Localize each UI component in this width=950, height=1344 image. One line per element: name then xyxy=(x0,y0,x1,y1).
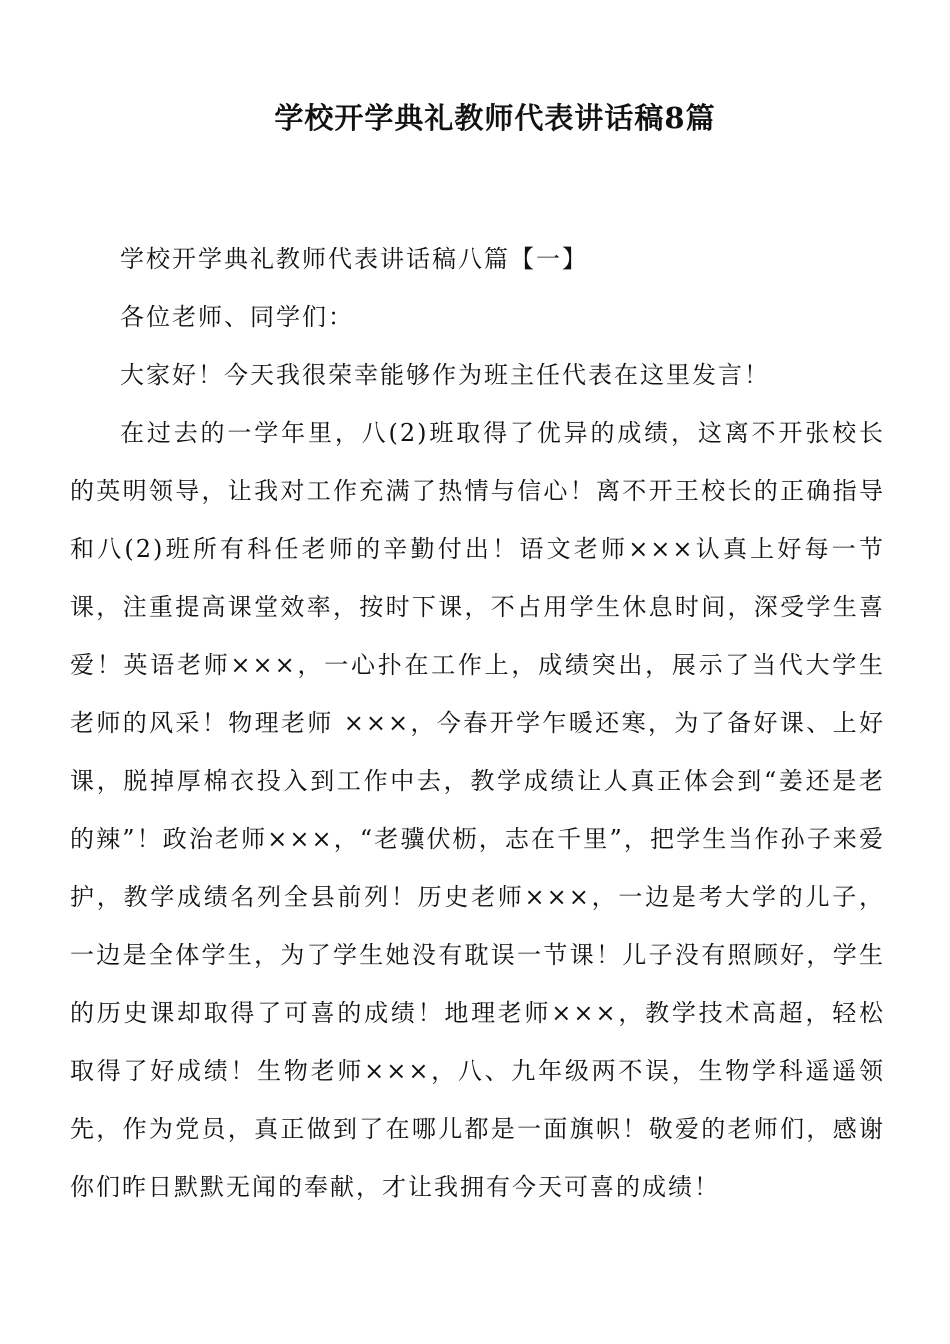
section-heading: 学校开学典礼教师代表讲话稿八篇【一】 xyxy=(120,245,588,273)
salutation: 各位老师、同学们： xyxy=(120,303,354,331)
document-body xyxy=(70,230,885,1216)
greeting-paragraph: 大家好！今天我很荣幸能够作为班主任代表在这里发言！ xyxy=(120,361,770,389)
body-paragraph: 在过去的一学年里，八(2)班取得了优异的成绩，这离不开张校长的英明领导，让我对工作充满了热情与信心！离不开王校长的正确指导和八(2)班所有科任老师的辛勤付出！语文老师×××认真上好每一节课，注重提高课堂效率，按时下课，不占用学生休息时间，深受学生喜爱！英语老师×××，一心扑在工作上，成绩突出，展示了当代大学生老师的风采！物理老师 ×××，今春开学乍暖还寒，为了备好课、上好课，脱掉厚棉衣投入到工作中去，教学成绩让人真正体会到“姜还是老的辣”！政治老师×××，“老骥伏枥，志在千里”，把学生当作孙子来爱护，教学成绩名列全县前列！历史老师×××，一边是考大学的儿子，一边是全体学生，为了学生她没有耽误一节课！儿子没有照顾好，学生的历史课却取得了可喜的成绩！地理老师×××，教学技术高超，轻松取得了好成绩！生物老师×××，八、九年级两不误，生物学科遥遥领先，作为党员，真正做到了在哪儿都是一面旗帜！敬爱的老师们，感谢你们昨日默默无闻的奉献，才让我拥有今天可喜的成绩！ xyxy=(70,419,885,1201)
document-title: 学校开学典礼教师代表讲话稿8篇 xyxy=(274,101,716,135)
